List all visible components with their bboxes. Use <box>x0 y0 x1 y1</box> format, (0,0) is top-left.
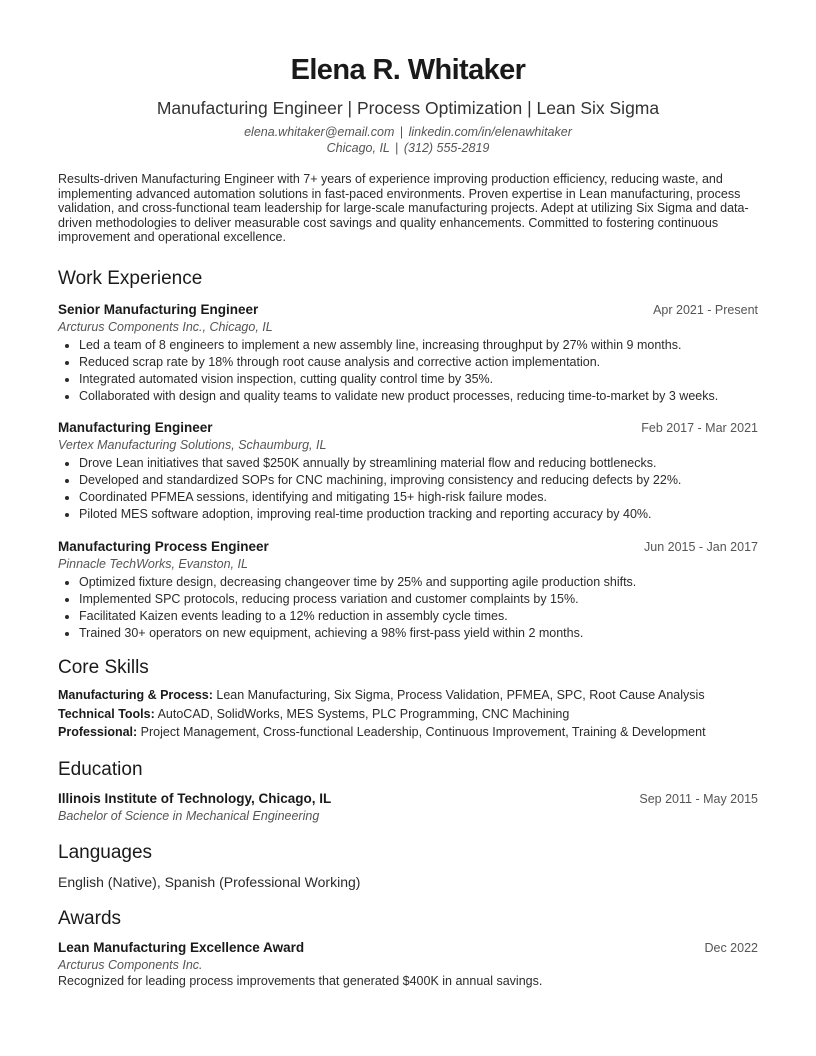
job-bullets <box>58 575 758 641</box>
professional-summary: Results-driven Manufacturing Engineer with 7+ years of experience improving production efficiency, reducing waste, and implementing advanced automation solutions in fast-paced environments. Proven expertise in Lean manufacturing, process validation, and cross-functional team leadership for large-scale manufacturing projects. Adept at utilizing Six Sigma and data-driven methodologies to deliver measurable cost savings and quality enhancements. Committed to fostering continuous improvement and operational excellence. <box>58 172 749 244</box>
award-description: Recognized for leading process improvements that generated $400K in annual savings. <box>58 973 543 988</box>
job-company: Pinnacle TechWorks, Evanston, IL <box>58 556 248 571</box>
job-dates: Feb 2017 - Mar 2021 <box>641 421 758 435</box>
job-bullet: • Collaborated with design and quality teams to validate new product processes, reducing time-to-market by 3 weeks. <box>79 389 758 404</box>
job-bullet: • Developed and standardized SOPs for CNC machining, improving consistency and reducing defects by 22%. <box>79 473 758 488</box>
awards-section <box>58 907 758 989</box>
work-experience-section <box>58 267 758 641</box>
candidate-name: Elena R. Whitaker <box>290 54 526 86</box>
job-dates: Apr 2021 - Present <box>653 302 758 317</box>
section-title-education: Education <box>58 758 143 780</box>
skill-line <box>58 723 758 742</box>
job-bullet: • Reduced scrap rate by 18% through root cause analysis and corrective action implementation. <box>79 355 758 370</box>
languages-text: English (Native), Spanish (Professional Working) <box>58 873 361 890</box>
skill-line <box>58 705 758 724</box>
degree-name: Bachelor of Science in Mechanical Engineering <box>58 808 320 823</box>
location-text: Chicago, IL <box>326 140 390 155</box>
section-title-awards: Awards <box>58 907 122 929</box>
job-bullet: • Coordinated PFMEA sessions, identifying and mitigating 15+ high-risk failure modes. <box>79 490 758 505</box>
phone-text: (312) 555-2819 <box>403 140 490 155</box>
job-bullet: • Optimized fixture design, decreasing changeover time by 25% and supporting agile production shifts. <box>79 575 758 590</box>
linkedin-link[interactable]: linkedin.com/in/elenawhitaker <box>408 125 572 139</box>
school-name: Illinois Institute of Technology, Chicago, IL <box>58 790 332 806</box>
award-name: Lean Manufacturing Excellence Award <box>58 939 305 955</box>
contact-separator: | <box>399 125 404 139</box>
education-entry <box>58 790 758 825</box>
award-org: Arcturus Components Inc. <box>58 957 203 972</box>
contact-separator: | <box>395 140 399 155</box>
job-entry <box>58 301 758 404</box>
job-bullets <box>58 338 758 404</box>
skill-label: Professional: <box>58 725 138 739</box>
education-dates: Sep 2011 - May 2015 <box>639 791 758 806</box>
award-date: Dec 2022 <box>704 940 758 955</box>
core-skills-section <box>58 656 758 742</box>
contact-block <box>58 125 758 156</box>
job-company: Vertex Manufacturing Solutions, Schaumburg, IL <box>58 438 327 452</box>
job-role: Manufacturing Engineer <box>58 420 213 435</box>
skill-value: Project Management, Cross-functional Leadership, Continuous Improvement, Training & Development <box>140 725 706 739</box>
email-link[interactable]: elena.whitaker@email.com <box>244 125 395 139</box>
job-role: Manufacturing Process Engineer <box>58 538 269 554</box>
job-company: Arcturus Components Inc., Chicago, IL <box>58 319 273 334</box>
contact-line-2 <box>58 141 758 157</box>
section-title-work: Work Experience <box>58 267 203 289</box>
section-title-languages: Languages <box>58 841 153 863</box>
award-entry <box>58 939 758 989</box>
contact-line-1 <box>58 125 758 141</box>
skill-label: Manufacturing & Process: <box>58 688 213 702</box>
job-entry <box>58 538 758 641</box>
job-dates: Jun 2015 - Jan 2017 <box>644 539 758 554</box>
job-bullet: • Piloted MES software adoption, improving real-time production tracking and reporting accuracy by 40%. <box>79 507 758 522</box>
skill-label: Technical Tools: <box>58 706 155 721</box>
section-title-skills: Core Skills <box>58 657 149 678</box>
job-bullet: • Led a team of 8 engineers to implement a new assembly line, increasing throughput by 27% within 9 months. <box>79 338 758 353</box>
languages-section <box>58 841 758 891</box>
skill-value: AutoCAD, SolidWorks, MES Systems, PLC Programming, CNC Machining <box>157 706 570 721</box>
job-role: Senior Manufacturing Engineer <box>58 301 259 317</box>
job-entry <box>58 419 758 522</box>
headline: Manufacturing Engineer | Process Optimization | Lean Six Sigma <box>156 98 660 118</box>
job-bullet: • Trained 30+ operators on new equipment, achieving a 98% first-pass yield within 2 months. <box>79 626 758 641</box>
job-bullets <box>58 456 758 522</box>
job-bullet: • Implemented SPC protocols, reducing process variation and customer complaints by 15%. <box>79 592 758 607</box>
skills-list <box>58 686 758 742</box>
skill-value: Lean Manufacturing, Six Sigma, Process Validation, PFMEA, SPC, Root Cause Analysis <box>216 688 705 702</box>
job-bullet: • Integrated automated vision inspection, cutting quality control time by 35%. <box>79 372 758 387</box>
skill-line <box>58 686 758 705</box>
job-bullet: • Facilitated Kaizen events leading to a 12% reduction in assembly cycle times. <box>79 609 758 624</box>
education-section <box>58 758 758 825</box>
job-bullet: • Drove Lean initiatives that saved $250K annually by streamlining material flow and reducing bottlenecks. <box>79 456 758 471</box>
